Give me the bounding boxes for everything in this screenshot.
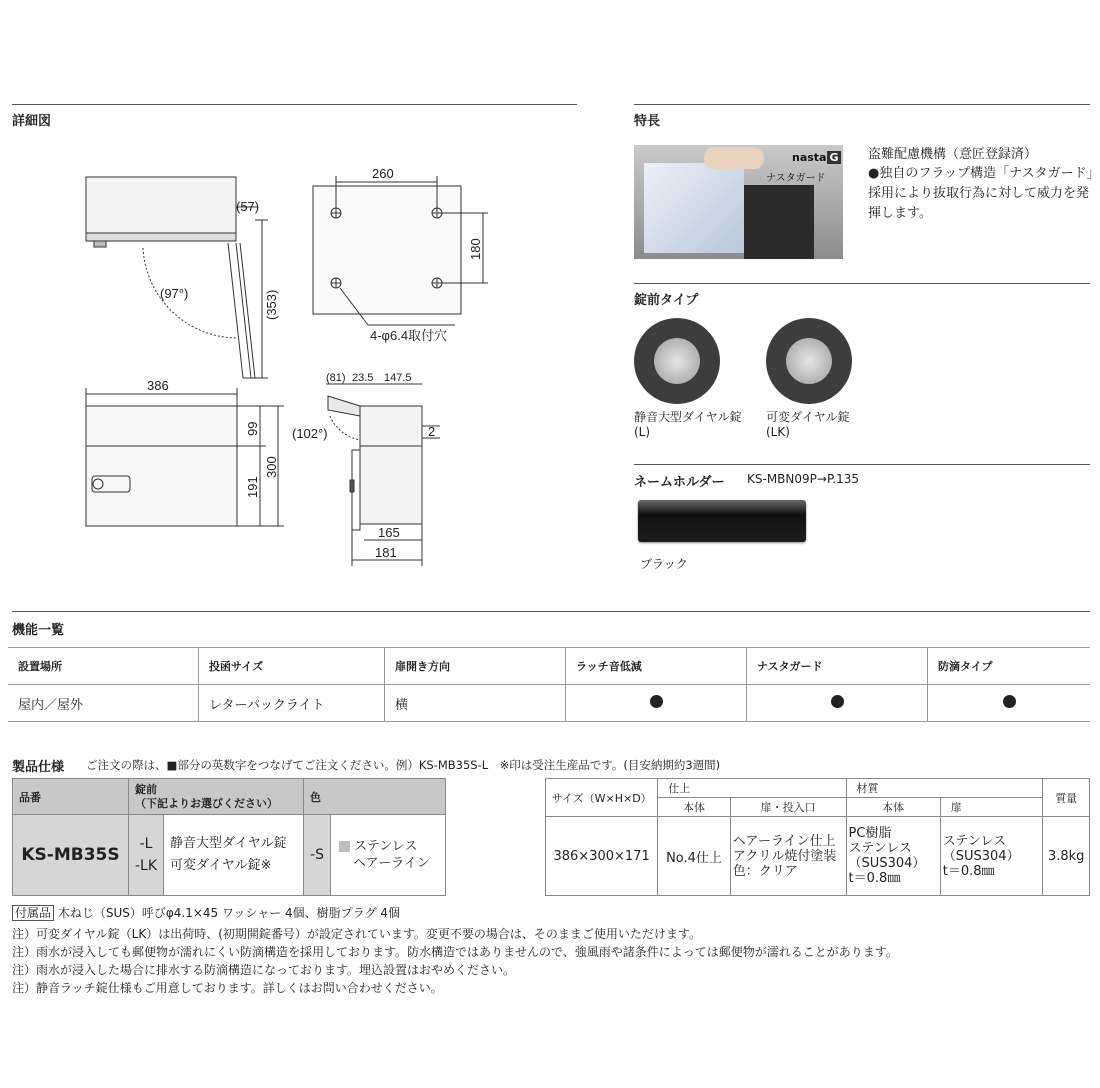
functions-title: 機能一覧 xyxy=(12,623,65,638)
func-v-size: レターパックライト xyxy=(199,685,385,722)
func-v-door: 横 xyxy=(385,685,566,722)
check-dot-icon xyxy=(831,695,844,708)
func-h-latch: ラッチ音低減 xyxy=(566,648,747,685)
dim-97deg: (97°) xyxy=(160,286,189,301)
func-h-door: 扉開き方向 xyxy=(385,648,566,685)
photo-label: ナスタガード xyxy=(766,173,826,184)
lock-item-lk: 可変ダイヤル錠 (LK) xyxy=(766,410,850,439)
func-h-drip: 防滴タイプ xyxy=(928,648,1091,685)
spec-h-lock: 錠前 （下記よりお選びください） xyxy=(129,779,304,815)
photo-door xyxy=(744,185,814,259)
dim-81: (81) xyxy=(326,372,346,384)
spec-note: ご注文の際は、■部分の英数字をつなげてご注文ください。例）KS-MB35S-L ※印は受注生産品です。(目安納期約3週間) xyxy=(86,758,721,772)
spec-h-color: 色 xyxy=(304,779,446,815)
spec-size: 386×300×171 xyxy=(546,817,658,896)
color-swatch-icon xyxy=(339,841,350,852)
func-h-place: 設置場所 xyxy=(8,648,199,685)
nameholder-title: ネームホルダー xyxy=(634,475,725,490)
features-photo xyxy=(634,145,843,259)
note-item: 注）静音ラッチ錠仕様もご用意しております。詳しくはお問い合わせください。 xyxy=(12,981,443,995)
spec-code: KS-MB35S xyxy=(13,815,129,896)
features-heading: 盗難配慮機構（意匠登録済） xyxy=(868,147,1038,162)
dim-260: 260 xyxy=(372,166,394,181)
spec-lock-codes: -L -LK xyxy=(129,815,164,896)
spec-finish-body: No.4仕上 xyxy=(658,817,731,896)
func-v-drip xyxy=(928,685,1091,722)
note-item: 注）可変ダイヤル錠（LK）は出荷時、(初期開錠番号）が設定されています。変更不要の場合は、そのままご使用いただけます。 xyxy=(12,927,701,941)
spec-weight: 3.8kg xyxy=(1043,817,1090,896)
dim-191: 191 xyxy=(245,476,260,498)
nameholder-ref: KS-MBN09P→P.135 xyxy=(747,472,860,486)
spec-accessory: 付属品 木ねじ（SUS）呼びφ4.1×45 ワッシャー 4個、樹脂プラグ 4個 xyxy=(12,904,400,922)
spec-h-weight: 質量 xyxy=(1043,779,1090,817)
func-v-place: 屋内／屋外 xyxy=(8,685,199,722)
accessory-tag: 付属品 xyxy=(12,905,54,921)
dim-165: 165 xyxy=(378,525,400,540)
nameholder-color: ブラック xyxy=(640,557,688,571)
lock-title: 錠前タイプ xyxy=(634,293,699,308)
spec-detail-table xyxy=(545,778,1090,896)
dim-1475: 147.5 xyxy=(384,372,412,384)
spec-h-size: サイズ（W×H×D） xyxy=(546,779,658,817)
check-dot-icon xyxy=(1003,695,1016,708)
spec-h-fbody: 本体 xyxy=(658,798,731,817)
func-h-size: 投函サイズ xyxy=(199,648,385,685)
features-body: ●独自のフラップ構造「ナスタガード」採用により抜取行為に対して威力を発揮します。 xyxy=(868,166,1094,221)
features-rule xyxy=(634,104,1090,105)
spec-lock-names: 静音大型ダイヤル錠 可変ダイヤル錠※ xyxy=(164,815,304,896)
spec-h-mbody: 本体 xyxy=(846,798,940,817)
spec-mat-door: ステンレス （SUS304） t＝0.8㎜ xyxy=(940,817,1043,896)
lock-item-l: 静音大型ダイヤル錠 (L) xyxy=(634,410,742,439)
functions-rule xyxy=(12,611,1090,612)
spec-color-code: -S xyxy=(304,815,331,896)
note-item: 注）雨水が浸入しても郵便物が濡れにくい防滴構造を採用しております。防水構造ではありませんので、強風雨や諸条件によっては郵便物が濡れることがあります。 xyxy=(12,945,898,959)
functions-table xyxy=(8,647,1090,722)
lock-rule xyxy=(634,283,1090,284)
spec-title: 製品仕様 xyxy=(12,760,65,775)
dial-lock-l-icon xyxy=(634,318,720,404)
check-dot-icon xyxy=(650,695,663,708)
detail-rule xyxy=(12,104,577,105)
dim-holes: 4-φ6.4取付穴 xyxy=(370,328,448,343)
spec-notes xyxy=(12,925,898,997)
photo-hand xyxy=(704,147,764,169)
detail-title: 詳細図 xyxy=(12,114,52,129)
dim-102deg: (102°) xyxy=(292,426,328,441)
photo-logo: nasta G xyxy=(792,151,839,164)
dim-353: (353) xyxy=(264,289,279,320)
spec-h-code: 品番 xyxy=(13,779,129,815)
spec-order-table xyxy=(12,778,446,896)
spec-mat-body: PC樹脂 ステンレス （SUS304） t＝0.8㎜ xyxy=(846,817,940,896)
spec-h-finish: 仕上 xyxy=(658,779,846,798)
func-v-guard xyxy=(747,685,928,722)
func-v-latch xyxy=(566,685,747,722)
photo-mail-slot xyxy=(644,163,744,253)
note-item: 注）雨水が浸入した場合に排水する防滴構造になっております。埋込設置はおやめください。 xyxy=(12,963,516,977)
dim-235: 23.5 xyxy=(352,372,374,384)
dim-300: 300 xyxy=(264,456,279,478)
spec-color-name: ステンレス ヘアーライン xyxy=(331,815,446,896)
nameholder-image xyxy=(638,500,806,542)
detail-drawing xyxy=(0,120,580,570)
dim-181: 181 xyxy=(375,545,397,560)
dim-2: 2 xyxy=(428,424,436,439)
dim-57: (57) xyxy=(236,199,260,214)
nameholder-rule xyxy=(634,464,1090,465)
dim-386: 386 xyxy=(147,378,169,393)
func-h-guard: ナスタガード xyxy=(747,648,928,685)
features-title: 特長 xyxy=(634,114,661,129)
spec-h-mdoor: 扉 xyxy=(940,798,1043,817)
dim-99: 99 xyxy=(245,421,260,436)
dial-lock-lk-icon xyxy=(766,318,852,404)
dim-180: 180 xyxy=(468,238,483,260)
spec-h-material: 材質 xyxy=(846,779,1043,798)
spec-finish-door: ヘアーライン仕上 アクリル焼付塗装 色：クリア xyxy=(730,817,846,896)
spec-h-fdoor: 扉・投入口 xyxy=(730,798,846,817)
